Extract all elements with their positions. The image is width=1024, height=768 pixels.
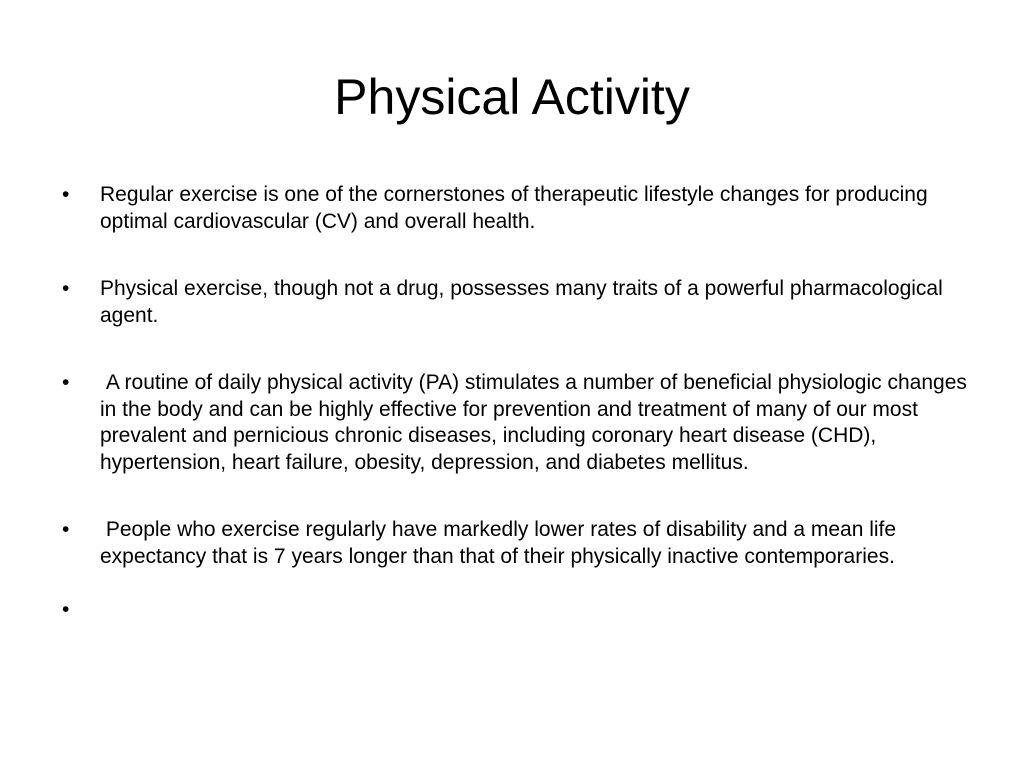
bullet-dot-icon: • xyxy=(62,277,70,300)
bullet-item xyxy=(62,370,973,476)
bullet-text: A routine of daily physical activity (PA) stimulates a number of beneficial physiologic changes in the body and can be highly effective for prevention and treatment of many of our most prevalent and pernicious chronic diseases, including coronary heart disease (CHD), hypertension, heart failure, obesity, depression, and diabetes mellitus. xyxy=(100,371,973,474)
bullet-list xyxy=(62,182,973,664)
bullet-item-empty xyxy=(62,597,967,623)
bullet-dot-icon: • xyxy=(62,598,70,621)
bullet-dot-icon: • xyxy=(62,518,70,541)
bullet-dot-icon: • xyxy=(62,371,70,394)
bullet-text: Physical exercise, though not a drug, possesses many traits of a powerful pharmacological agent. xyxy=(100,277,949,327)
bullet-item xyxy=(62,276,967,329)
bullet-text: People who exercise regularly have markedly lower rates of disability and a mean life expectancy that is 7 years longer than that of their physically inactive contemporaries. xyxy=(100,518,902,568)
bullet-dot-icon: • xyxy=(62,183,70,206)
bullet-item xyxy=(62,517,967,570)
bullet-text: Regular exercise is one of the cornerstones of therapeutic lifestyle changes for producing optimal cardiovascular (CV) and overall health. xyxy=(100,183,934,233)
bullet-item xyxy=(62,182,967,235)
slide-title: Physical Activity xyxy=(334,69,690,125)
